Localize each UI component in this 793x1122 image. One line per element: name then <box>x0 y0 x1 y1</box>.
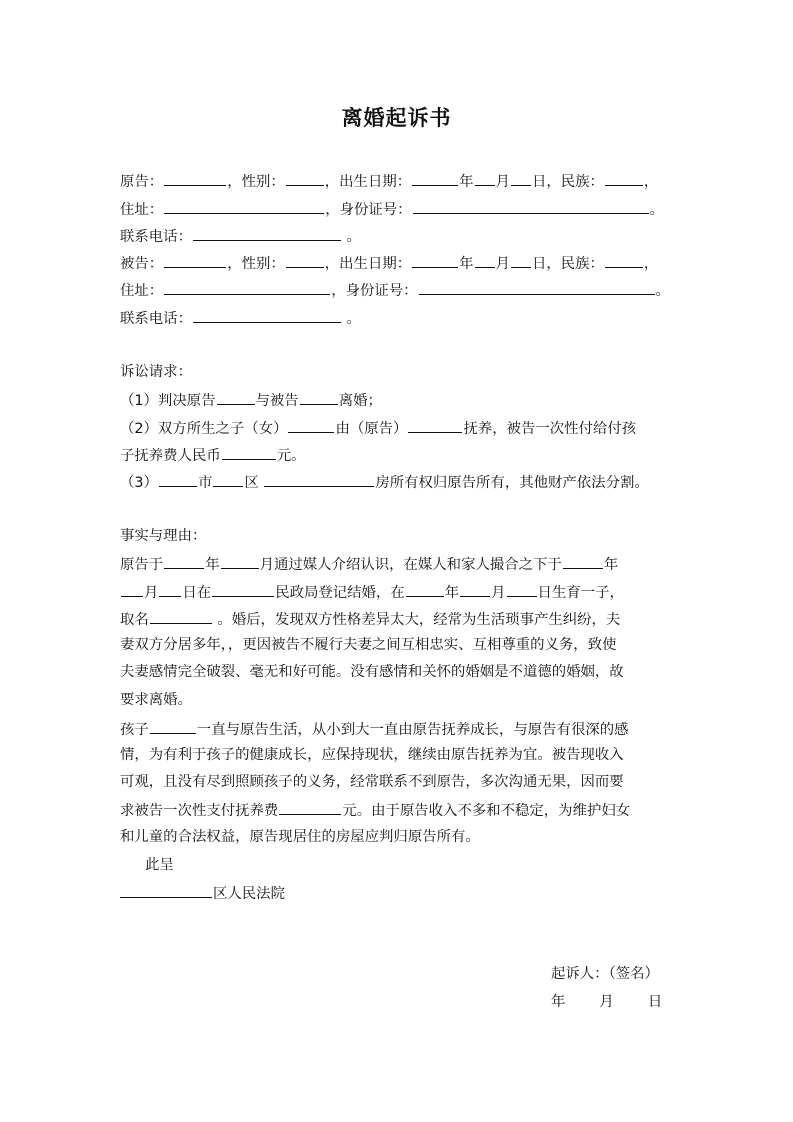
plaintiff-line-2 <box>120 198 664 220</box>
court-line <box>120 882 285 904</box>
lump-sum-support-field[interactable] <box>279 799 341 815</box>
defendant-birth-day-field[interactable] <box>511 252 531 268</box>
marriage-day-field[interactable] <box>159 581 181 597</box>
defendant-phone-field[interactable] <box>193 307 341 323</box>
facts-text: 年 <box>444 585 460 601</box>
period-text: 。 <box>655 283 670 299</box>
comma-text: ， <box>643 174 659 190</box>
facts-text: 求被告一次性支付抚养费 <box>120 803 279 819</box>
month-text: 月 <box>495 174 510 190</box>
year-text: 年 <box>459 174 474 190</box>
facts-text: 民政局登记结婚，在 <box>275 585 405 601</box>
plaintiff-line-1 <box>120 170 658 192</box>
plaintiff-address-field[interactable] <box>164 198 324 214</box>
date-month: 月 <box>599 994 614 1010</box>
facts-text: 日在 <box>182 585 212 601</box>
facts-text: 原告于 <box>120 557 164 573</box>
meet-year-field[interactable] <box>164 553 204 569</box>
facts-line: 要求离婚。 <box>120 692 192 708</box>
date-line <box>551 992 662 1012</box>
date-year: 年 <box>551 994 566 1010</box>
facts-line: 和儿童的合法权益，原告现居住的房屋应判归原告所有。 <box>120 829 480 845</box>
plaintiff-name-field[interactable] <box>164 170 226 186</box>
facts-text: 月 <box>491 585 506 601</box>
plaintiff-id-number-field[interactable] <box>413 198 649 214</box>
phone-label: 联系电话： <box>120 229 192 245</box>
gender-label: ，性别： <box>227 256 285 272</box>
comma-text: ， <box>643 256 659 272</box>
period-text: 。 <box>649 202 664 218</box>
claim-1-plaintiff-field[interactable] <box>217 389 255 405</box>
district-field[interactable] <box>213 471 243 487</box>
facts-text: 年 <box>205 557 220 573</box>
birthdate-label: ，出生日期： <box>324 174 412 190</box>
civil-affairs-bureau-field[interactable] <box>212 581 274 597</box>
facts-heading: 事实与理由： <box>120 528 207 544</box>
plaintiff-line-3 <box>120 225 361 247</box>
document-title: 离婚起诉书 <box>341 106 452 130</box>
court-name: 区人民法院 <box>213 886 285 902</box>
claim-text: 元。 <box>276 448 306 464</box>
claim-2-continued <box>120 444 306 466</box>
marriage-month-field[interactable] <box>121 581 143 597</box>
id-number-label: ，身份证号： <box>325 202 412 218</box>
defendant-line-3 <box>120 307 361 329</box>
claim-text: 与被告 <box>255 393 299 409</box>
plaintiff-birth-year-field[interactable] <box>412 170 458 186</box>
child-support-amount-field[interactable] <box>222 444 276 460</box>
ethnicity-label: 日，民族： <box>531 256 604 272</box>
facts-text: 。婚后，发现双方性格差异太大，经常为生活琐事产生纠纷，夫 <box>212 612 621 628</box>
defendant-ethnicity-field[interactable] <box>605 252 643 268</box>
facts-line: 可观，且没有尽到照顾孩子的义务，经常联系不到原告，多次沟通无果，因而要 <box>120 774 624 790</box>
period-text: 。 <box>341 229 361 245</box>
child-given-name-field[interactable] <box>150 608 212 624</box>
submission-phrase: 此呈 <box>145 857 174 873</box>
claims-heading: 诉讼请求： <box>120 364 192 380</box>
claim-text: 离婚； <box>338 393 382 409</box>
facts-text: 一直与原告生活，从小到大一直由原告抚养成长，与原告有很深的感 <box>196 722 629 738</box>
facts-line <box>120 718 629 740</box>
plaintiff-gender-field[interactable] <box>286 170 324 186</box>
birth-month-field[interactable] <box>460 581 490 597</box>
facts-line: 妻双方分居多年，，更因被告不履行夫妻之间互相忠实、互相尊重的义务，致使 <box>120 637 617 653</box>
claim-1 <box>120 389 382 411</box>
child-name-field-2[interactable] <box>150 718 196 734</box>
facts-line: 情，为有利于孩子的健康成长，应保持现状，继续由原告抚养为宜。被告现收入 <box>120 747 624 763</box>
claim-1-defendant-field[interactable] <box>300 389 338 405</box>
period-text: 。 <box>341 311 361 327</box>
defendant-address-field[interactable] <box>164 279 330 295</box>
defendant-birth-month-field[interactable] <box>475 252 495 268</box>
address-label: 住址： <box>120 283 164 299</box>
facts-text: 年 <box>603 557 619 573</box>
defendant-line-1 <box>120 252 658 274</box>
gender-label: ，性别： <box>227 174 285 190</box>
facts-text: 日生育一子， <box>537 585 624 601</box>
marriage-year-field[interactable] <box>563 553 603 569</box>
city-field[interactable] <box>159 471 197 487</box>
phone-label: 联系电话： <box>120 311 192 327</box>
date-day: 日 <box>647 994 663 1010</box>
claim-text: （2）双方所生之子（女） <box>120 421 288 437</box>
defendant-label: 被告： <box>120 256 164 272</box>
plaintiff-birth-day-field[interactable] <box>511 170 531 186</box>
facts-line <box>120 799 630 821</box>
facts-text: 月 <box>144 585 159 601</box>
plaintiff-phone-field[interactable] <box>193 225 341 241</box>
address-label: 住址： <box>120 202 164 218</box>
defendant-name-field[interactable] <box>164 252 226 268</box>
claim-text: （3） <box>120 475 158 491</box>
facts-line <box>120 581 624 603</box>
meet-month-field[interactable] <box>221 553 259 569</box>
year-text: 年 <box>459 256 474 272</box>
ethnicity-label: 日，民族： <box>531 174 604 190</box>
facts-text: 孩子 <box>120 722 149 738</box>
month-text: 月 <box>495 256 510 272</box>
birth-day-field[interactable] <box>507 581 537 597</box>
claim-text: 市 <box>197 475 213 491</box>
property-address-field[interactable] <box>264 471 374 487</box>
defendant-id-number-field[interactable] <box>419 279 655 295</box>
birthdate-label: ，出生日期： <box>324 256 412 272</box>
facts-line: 夫妻感情完全破裂、毫无和好可能。没有感情和关怀的婚姻是不道德的婚姻，故 <box>120 664 624 680</box>
court-district-field[interactable] <box>120 882 212 898</box>
plaintiff-ethnicity-field[interactable] <box>605 170 643 186</box>
claim-text: 房所有权归原告所有，其他财产依法分割。 <box>375 475 649 491</box>
claim-3 <box>120 471 649 493</box>
custodian-field[interactable] <box>408 417 462 433</box>
facts-text: 元。由于原告收入不多和不稳定，为维护妇女 <box>342 803 631 819</box>
claim-text: 由（原告） <box>335 421 408 437</box>
signer-label: 起诉人：（签名） <box>551 966 659 982</box>
claim-text: 区 <box>244 475 264 491</box>
facts-line <box>120 553 618 575</box>
defendant-line-2 <box>120 279 670 301</box>
plaintiff-label: 原告： <box>120 174 164 190</box>
facts-line <box>120 608 620 630</box>
facts-text: 取名 <box>120 612 149 628</box>
id-number-label: ，身份证号： <box>331 283 418 299</box>
facts-text: 月通过媒人介绍认识，在媒人和家人撮合之下于 <box>259 557 562 573</box>
child-name-field[interactable] <box>288 417 334 433</box>
defendant-birth-year-field[interactable] <box>412 252 458 268</box>
birth-year-field[interactable] <box>406 581 444 597</box>
claim-2 <box>120 417 636 439</box>
claim-text: （1）判决原告 <box>120 393 216 409</box>
claim-text: 抚养，被告一次性付给付孩 <box>463 421 637 437</box>
claim-text: 子抚养费人民币 <box>120 448 221 464</box>
plaintiff-birth-month-field[interactable] <box>475 170 495 186</box>
defendant-gender-field[interactable] <box>286 252 324 268</box>
